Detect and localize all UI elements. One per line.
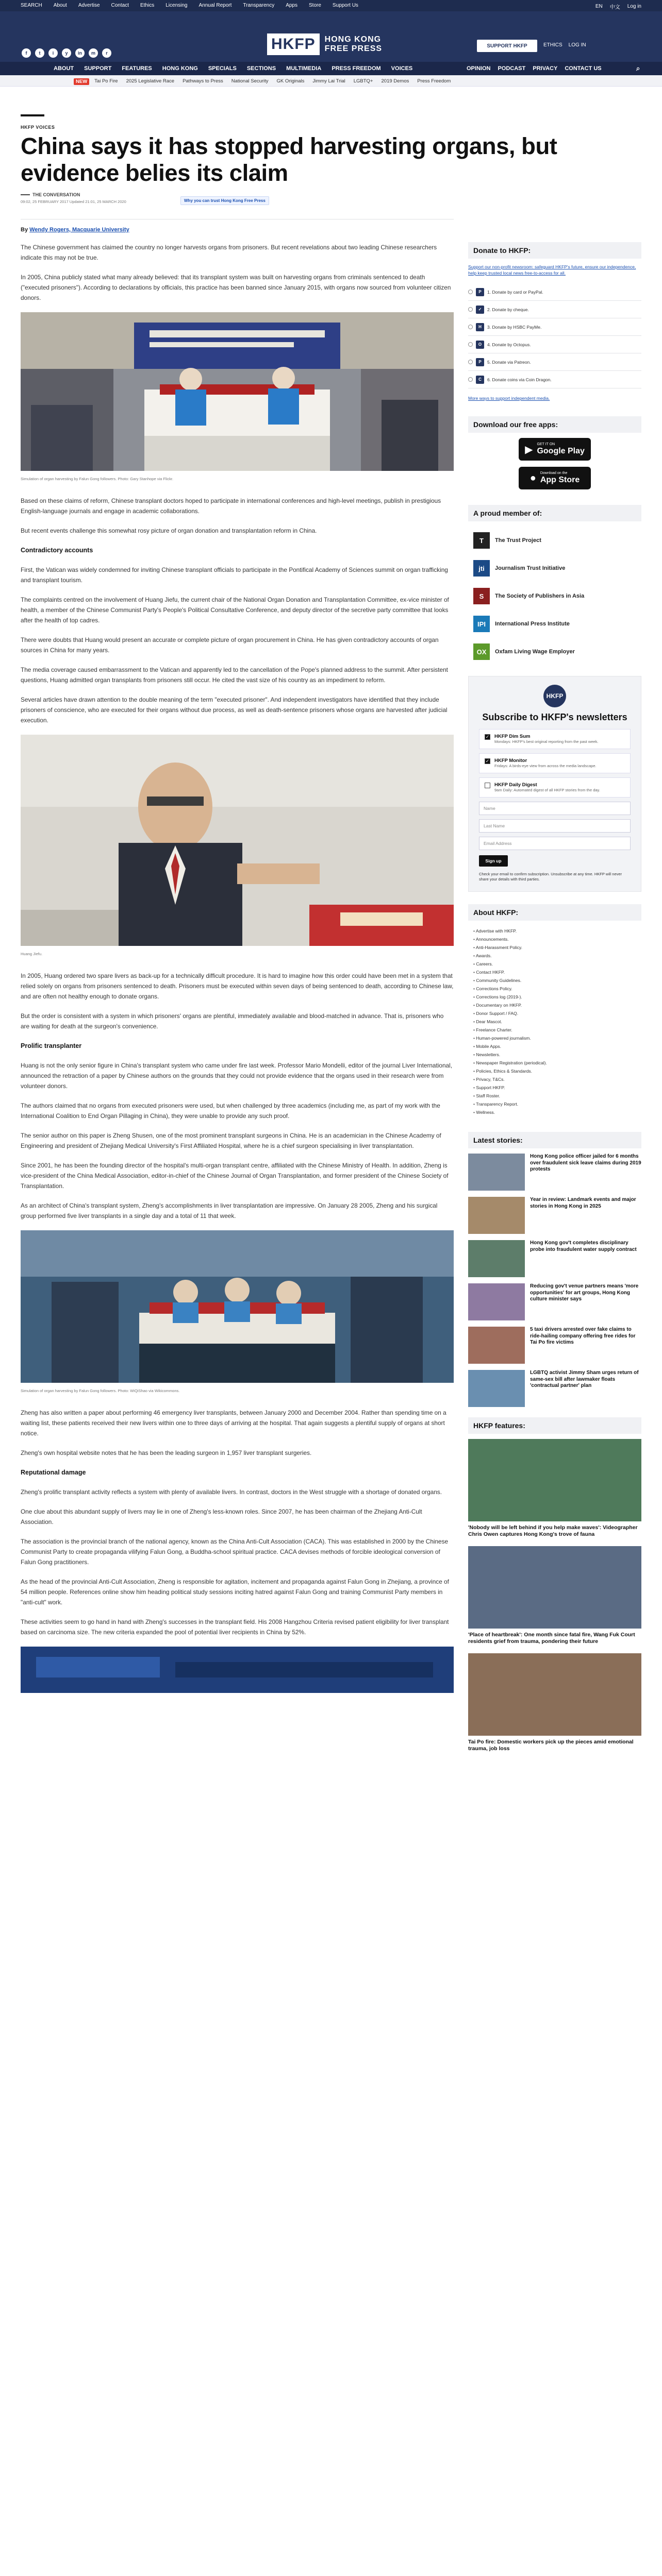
newsletter-signup bbox=[468, 676, 641, 892]
sidebar bbox=[468, 242, 641, 1760]
paragraph: The media coverage caused embarrassment to the Vatican and apparently led to the cancellation of the Pope's planned address to the summit. After persistent questions, Huang admitted organ transplants from prisoners still occur. He cited the vast size of his country as an impediment to reform. bbox=[21, 666, 448, 684]
name-field[interactable]: Name bbox=[479, 802, 631, 815]
article-image-huang[interactable] bbox=[21, 735, 454, 946]
utility-right-link[interactable]: Log in bbox=[627, 4, 641, 9]
app-store-small: Download on the bbox=[540, 471, 568, 475]
trending-item[interactable]: LGBTQ+ bbox=[353, 78, 373, 84]
feature-stories bbox=[468, 1439, 641, 1752]
kicker-rule bbox=[21, 114, 44, 116]
radio-icon[interactable] bbox=[468, 342, 473, 347]
social-icons bbox=[22, 48, 111, 58]
paragraph: Huang is not the only senior figure in China's transplant system who came under fire last week. Professor Mario Mondelli, editor of the journal Liver International, announced the retraction of a paper by Chinese authors on the grounds that they could not provide evidence that the organs used in their research were from volunteer donors. bbox=[21, 1062, 452, 1090]
donate-intro-link[interactable]: Support our non-profit newsroom: safeguard HKFP's future, ensure our independence, help keep trusted local news free-to-access for all. bbox=[468, 264, 636, 276]
social-icon[interactable]: m bbox=[89, 48, 98, 58]
social-icon[interactable]: in bbox=[75, 48, 85, 58]
image-caption: Huang Jiefu. bbox=[21, 952, 43, 956]
donation-option[interactable] bbox=[468, 371, 641, 388]
author-byline bbox=[21, 227, 129, 233]
newsletter-option-title: HKFP Monitor bbox=[494, 758, 527, 764]
author-prefix: By bbox=[21, 227, 28, 233]
google-play-large: Google Play bbox=[537, 447, 585, 455]
app-store-badge[interactable] bbox=[519, 467, 591, 489]
features-heading: HKFP features: bbox=[468, 1417, 641, 1434]
member-mark-icon: T bbox=[473, 532, 490, 549]
utility-link[interactable]: Store bbox=[309, 3, 321, 8]
newsletter-option-title: HKFP Daily Digest bbox=[494, 782, 537, 788]
utility-link[interactable]: Licensing bbox=[166, 3, 188, 8]
story-title[interactable]: Hong Kong gov't completes disciplinary probe into fraudulent water supply contract bbox=[530, 1240, 637, 1252]
newsletter-option[interactable] bbox=[479, 753, 631, 773]
feature-story[interactable] bbox=[468, 1653, 641, 1752]
newsletter-fine-print: Check your email to confirm subscription. Unsubscribe at any time. HKFP will never share your details with third parties. bbox=[479, 872, 622, 882]
about-link[interactable]: • Wellness. bbox=[473, 1108, 636, 1116]
demonstration-photo bbox=[21, 1230, 454, 1383]
about-link[interactable]: • Mobile Apps. bbox=[473, 1042, 636, 1050]
google-play-small: GET IT ON bbox=[537, 443, 555, 446]
nav-item[interactable]: FEATURES bbox=[122, 65, 152, 72]
about-link[interactable]: • Privacy, T&Cs. bbox=[473, 1075, 636, 1083]
nav-item[interactable]: SPECIALS bbox=[208, 65, 237, 72]
trending-item[interactable]: Tai Po Fire bbox=[94, 78, 118, 84]
protest-photo bbox=[21, 312, 454, 471]
donation-option-label: 3. Donate by HSBC PayMe. bbox=[487, 324, 542, 330]
nav-item[interactable]: VOICES bbox=[391, 65, 413, 72]
article-image-demonstration[interactable] bbox=[21, 1230, 454, 1383]
donation-option-label: 5. Donate via Patreon. bbox=[487, 359, 531, 365]
feature-image[interactable] bbox=[468, 1653, 641, 1736]
newsletter-option-desc: Fridays: A birds-eye view from across the media landscape. bbox=[494, 764, 597, 768]
donation-option-label: 1. Donate by card or PayPal. bbox=[487, 289, 543, 295]
utility-link[interactable]: Support Us bbox=[332, 3, 358, 8]
masthead bbox=[0, 11, 662, 62]
radio-icon[interactable] bbox=[468, 307, 473, 312]
about-link[interactable]: • Policies, Ethics & Standards. bbox=[473, 1067, 636, 1075]
feature-title[interactable]: 'Place of heartbreak': One month since fatal fire, Wang Fuk Court residents grief from trauma, pondering their future bbox=[468, 1632, 635, 1645]
member-logos bbox=[468, 527, 641, 666]
paragraph: First, the Vatican was widely condemned for inviting Chinese transplant officials to participate in the Pontifical Academy of Sciences summit on organ trafficking and transplant tourism. bbox=[21, 566, 448, 584]
member-name: International Press Institute bbox=[495, 620, 570, 627]
nav-item[interactable]: OPINION bbox=[467, 65, 491, 72]
section-heading: Contradictory accounts bbox=[21, 547, 93, 554]
about-link[interactable]: • Corrections Policy. bbox=[473, 985, 636, 993]
story-thumbnail[interactable] bbox=[468, 1197, 525, 1234]
paragraph: These activities seem to go hand in hand with Zheng's successes in the transplant field. His 2008 Hangzhou Criteria revised patient eligibility for liver transplant based on carcinoma size. The new criteria expanded the pool of potential liver recipients in China by 52%. bbox=[21, 1618, 449, 1636]
main-nav-items-right bbox=[467, 65, 602, 72]
about-link[interactable]: • Advertise with HKFP. bbox=[473, 927, 636, 935]
radio-icon[interactable] bbox=[468, 360, 473, 364]
member-logo[interactable] bbox=[468, 527, 641, 554]
donation-option[interactable] bbox=[468, 353, 641, 371]
utility-link[interactable]: Annual Report bbox=[198, 3, 232, 8]
donation-option[interactable] bbox=[468, 336, 641, 353]
author-link[interactable]: Wendy Rogers, Macquarie University bbox=[29, 227, 129, 233]
about-link[interactable]: • Newspaper Registration (periodical). bbox=[473, 1059, 636, 1067]
payment-icon: C bbox=[476, 376, 484, 384]
about-link[interactable]: • Contact HKFP. bbox=[473, 968, 636, 976]
trending-item[interactable]: Jimmy Lai Trial bbox=[312, 78, 345, 84]
story-thumbnail[interactable] bbox=[468, 1154, 525, 1191]
nav-item[interactable]: PODCAST bbox=[498, 65, 526, 72]
radio-icon[interactable] bbox=[468, 325, 473, 329]
trending-items bbox=[74, 78, 451, 85]
paragraph: There were doubts that Huang would present an accurate or complete picture of organ procurement in China. He has given contradictory accounts of organ sources in China for many years. bbox=[21, 636, 439, 654]
dateline: 09:02, 25 FEBRUARY 2017 Updated 21:01, 25 MARCH 2020 bbox=[21, 199, 126, 204]
utility-link[interactable]: Apps bbox=[286, 3, 297, 8]
nav-item[interactable]: MULTIMEDIA bbox=[286, 65, 322, 72]
about-links bbox=[468, 926, 641, 1122]
utility-links bbox=[21, 3, 358, 8]
email-field[interactable]: Email Address bbox=[479, 837, 631, 850]
trending-item[interactable]: National Security bbox=[231, 78, 269, 84]
donation-options bbox=[468, 283, 641, 388]
feature-story[interactable] bbox=[468, 1546, 641, 1645]
about-link[interactable]: • Transparency Report. bbox=[473, 1100, 636, 1108]
payment-icon: H bbox=[476, 323, 484, 331]
latest-story[interactable] bbox=[468, 1197, 641, 1234]
latest-story[interactable] bbox=[468, 1370, 641, 1407]
story-thumbnail[interactable] bbox=[468, 1283, 525, 1320]
donate-heading: Donate to HKFP: bbox=[468, 242, 641, 259]
latest-story[interactable] bbox=[468, 1154, 641, 1191]
utility-link[interactable]: Contact bbox=[111, 3, 129, 8]
banner-photo bbox=[21, 1647, 454, 1693]
story-thumbnail[interactable] bbox=[468, 1240, 525, 1277]
social-icon[interactable]: y bbox=[62, 48, 71, 58]
paragraph: As an architect of China's transplant system, Zheng's accomplishments in liver transplantation are impressive. On January 28 2005, Zheng and his surgical group performed five liver transplants in a single day and a total of 11 that week. bbox=[21, 1202, 438, 1219]
section-heading: Reputational damage bbox=[21, 1469, 86, 1476]
trending-item[interactable]: 2019 Demos bbox=[381, 78, 409, 84]
image-caption: Simulation of organ harvesting by Falun Gong followers. Photo: Gary Stanhope via Flickr. bbox=[21, 477, 173, 481]
newsletter-option-desc: Mondays: HKFP's best original reporting from the past week. bbox=[494, 739, 599, 744]
payment-icon: ✓ bbox=[476, 306, 484, 314]
paragraph: The association is the provincial branch of the national agency, known as the China Anti-Cult Association (CACA). This was established in 2000 by the Chinese Communist Party to create propaganda vilifying Falun Gong, a Buddha-school spiritual practice. CACA devises methods of forcible ideological conversion of Falun Gong practitioners. bbox=[21, 1538, 449, 1566]
feature-story[interactable] bbox=[468, 1439, 641, 1538]
article-body bbox=[21, 242, 454, 1696]
story-title[interactable]: 5 taxi drivers arrested over fake claims to ride-hailing company offering free rides for Tai Po fire victims bbox=[530, 1327, 636, 1345]
latest-story[interactable] bbox=[468, 1283, 641, 1320]
newsletter-option-text bbox=[494, 758, 597, 769]
about-link[interactable]: • Awards. bbox=[473, 952, 636, 960]
about-link[interactable]: • Donor Support / FAQ. bbox=[473, 1009, 636, 1018]
member-name: The Society of Publishers in Asia bbox=[495, 592, 585, 599]
donation-option[interactable] bbox=[468, 283, 641, 301]
story-thumbnail[interactable] bbox=[468, 1370, 525, 1407]
sign-up-button[interactable]: Sign up bbox=[479, 855, 508, 867]
newsletter-option-title: HKFP Dim Sum bbox=[494, 734, 531, 739]
story-thumbnail[interactable] bbox=[468, 1327, 525, 1364]
app-store-large: App Store bbox=[540, 476, 580, 484]
paragraph: The complaints centred on the involvement of Huang Jiefu, the current chair of the National Organ Donation and Transplantation Committee, ex-vice minister of health, a member of the Chinese Communist Party's People's Political Consultative Conference, and deputy director of the secretive party committee that looks after the health of top cadres. bbox=[21, 596, 449, 624]
newsletter-option[interactable] bbox=[479, 729, 631, 749]
feature-image[interactable] bbox=[468, 1546, 641, 1629]
section-kicker[interactable]: HKFP VOICES bbox=[21, 125, 55, 130]
trending-item[interactable]: 2025 Legislative Race bbox=[126, 78, 175, 84]
member-name: Oxfam Living Wage Employer bbox=[495, 648, 575, 655]
radio-icon[interactable] bbox=[468, 290, 473, 294]
google-play-text bbox=[537, 443, 584, 456]
more-ways-link[interactable]: More ways to support independent media. bbox=[468, 396, 550, 401]
nav-item[interactable]: PRIVACY bbox=[533, 65, 558, 72]
paragraph: In 2005, Huang ordered two spare livers as back-up for a technically difficult procedure. It is hard to imagine how this order could have been met in a system that relied solely on organs from prisoners sentenced to death. Prisoners must be executed within seven days of being sentenced to death, according to Chinese law, and are often not healthy enough to donate organs. bbox=[21, 972, 454, 1000]
paragraph: As the head of the provincial Anti-Cult Association, Zheng is responsible for agitation, incitement and propaganda against Falun Gong in Zhejiang, a province of 54 million people. References online show him heading political study sessions inciting hatred against Falun Gong and training Communist Party members in "anti-cult" work. bbox=[21, 1578, 449, 1606]
social-icon[interactable]: f bbox=[22, 48, 31, 58]
paragraph: In 2005, China publicly stated what many already believed: that its transplant system was built on harvesting organs from criminals sentenced to death ("executed prisoners"). According to declarations by officials, this practice has been banned since January 2015, with organs now sourced from volunteer citizen donors. bbox=[21, 274, 451, 301]
latest-story[interactable] bbox=[468, 1327, 641, 1364]
latest-story[interactable] bbox=[468, 1240, 641, 1277]
about-link[interactable]: • Documentary on HKFP. bbox=[473, 1001, 636, 1009]
nav-item[interactable]: PRESS FREEDOM bbox=[332, 65, 381, 72]
member-mark-icon: S bbox=[473, 588, 490, 604]
utility-right-link[interactable]: 中文 bbox=[609, 5, 620, 10]
nav-item[interactable]: ABOUT bbox=[54, 65, 74, 72]
social-icon[interactable]: i bbox=[48, 48, 58, 58]
nav-item[interactable]: HONG KONG bbox=[162, 65, 198, 72]
logo-line-1: HONG KONG bbox=[324, 35, 382, 44]
story-title[interactable]: Year in review: Landmark events and major stories in Hong Kong in 2025 bbox=[530, 1197, 636, 1209]
ethics-link[interactable]: ETHICS bbox=[543, 42, 562, 48]
paragraph: Based on these claims of reform, Chinese transplant doctors hoped to participate in international conferences and high-level meetings, publish in prestigious English-language journals and engage in academic collaborations. bbox=[21, 497, 441, 515]
about-link[interactable]: • Anti-Harassment Policy. bbox=[473, 943, 636, 952]
checkbox[interactable]: ✓ bbox=[485, 734, 490, 739]
story-title[interactable]: Hong Kong police officer jailed for 6 months over fraudulent sick leave claims during 2019 protests bbox=[530, 1154, 641, 1172]
about-link[interactable]: • Freelance Charter. bbox=[473, 1026, 636, 1034]
member-logo[interactable] bbox=[468, 638, 641, 666]
member-mark-icon: jti bbox=[473, 560, 490, 577]
utility-bar bbox=[0, 0, 662, 11]
about-link[interactable]: • Dear Mascot. bbox=[473, 1018, 636, 1026]
feature-image[interactable] bbox=[468, 1439, 641, 1521]
utility-link[interactable]: About bbox=[53, 3, 67, 8]
logo-line-2: FREE PRESS bbox=[324, 44, 383, 53]
article-image-banner[interactable] bbox=[21, 1647, 454, 1693]
article-headline: China says it has stopped harvesting organs, but evidence belies its claim bbox=[21, 133, 557, 186]
story-title[interactable]: Reducing gov't venue partners means 'more opportunities' for art groups, Hong Kong culture minister says bbox=[530, 1283, 639, 1302]
last-name-field[interactable]: Last Name bbox=[479, 819, 631, 833]
apps-heading: Download our free apps: bbox=[468, 416, 641, 433]
source-dash bbox=[21, 194, 30, 195]
member-logo[interactable] bbox=[468, 610, 641, 638]
google-play-badge[interactable] bbox=[519, 438, 591, 461]
app-store-text bbox=[540, 471, 580, 485]
search-icon[interactable]: ⌕ bbox=[636, 64, 640, 72]
paragraph: The authors claimed that no organs from executed prisoners were used, but when challenged by three academics (including me, as part of my work with the International Coalition to End Organ Pillaging in China), they were unable to provide any such proof. bbox=[21, 1102, 440, 1120]
story-title[interactable]: LGBTQ activist Jimmy Sham urges return of same-sex bill after lawmaker floats 'contractual partner' plan bbox=[530, 1370, 639, 1388]
image-caption: Simulation of organ harvesting by Falun Gong followers. Photo: WiQiShao via Wikicommons. bbox=[21, 1388, 180, 1393]
member-name: Journalism Trust Initiative bbox=[495, 565, 566, 571]
payment-icon: P bbox=[476, 358, 484, 366]
donation-option[interactable] bbox=[468, 301, 641, 318]
donation-option[interactable] bbox=[468, 318, 641, 336]
paragraph: Zheng has also written a paper about performing 46 emergency liver transplants, between January 2000 and December 2004. Rather than spending time on a waiting list, these patients received their new livers within one to three days of arriving at the hospital. That again suggests a plentiful supply of organs at short notice. bbox=[21, 1409, 446, 1437]
latest-heading: Latest stories: bbox=[468, 1132, 641, 1148]
social-icon[interactable]: t bbox=[35, 48, 44, 58]
masthead-links bbox=[543, 42, 586, 48]
newsletter-option-text bbox=[494, 734, 599, 744]
nav-item[interactable]: CONTACT US bbox=[565, 65, 602, 72]
paragraph: The Chinese government has claimed the country no longer harvests organs from prisoners. But recent revelations about two leading Chinese researchers indicate this may not be true. bbox=[21, 244, 437, 261]
checkbox[interactable]: ✓ bbox=[485, 758, 490, 764]
site-logo[interactable] bbox=[267, 30, 382, 59]
trending-item[interactable]: GK Originals bbox=[276, 78, 305, 84]
paragraph: Since 2001, he has been the founding director of the hospital's multi-organ transplant centre, affiliated with the Chinese Ministry of Health. In addition, Zheng is vice-president of the China Medical Association, editor-in-chief of the Chinese Journal of Organ Transplantation, and former president of the Chinese Society of Transplantation. bbox=[21, 1162, 449, 1190]
login-link[interactable]: LOG IN bbox=[568, 42, 586, 48]
donation-option-label: 6. Donate coins via Coin Dragon. bbox=[487, 377, 552, 382]
radio-icon[interactable] bbox=[468, 377, 473, 382]
logo-mark: HKFP bbox=[267, 33, 320, 55]
main-nav bbox=[0, 62, 662, 75]
about-link[interactable]: • Corrections log (2019-). bbox=[473, 993, 636, 1001]
nav-item[interactable]: SUPPORT bbox=[84, 65, 112, 72]
newsletter-option-desc: 9am Daily: Automated digest of all HKFP stories from the day. bbox=[494, 788, 600, 792]
member-mark-icon: OX bbox=[473, 643, 490, 660]
utility-link[interactable]: Transparency bbox=[243, 3, 275, 8]
paragraph: Zheng's own hospital website notes that he has been the leading surgeon in 1,957 liver transplant surgeries. bbox=[21, 1449, 312, 1456]
member-name: The Trust Project bbox=[495, 537, 541, 544]
newsletter-options bbox=[479, 729, 631, 798]
utility-link[interactable]: Ethics bbox=[140, 3, 155, 8]
utility-link[interactable]: Advertise bbox=[78, 3, 100, 8]
trending-item[interactable]: Pathways to Press bbox=[183, 78, 223, 84]
logo-wordmark bbox=[325, 35, 382, 54]
paragraph: But the order is consistent with a system in which prisoners' organs are plentiful, immediately available and blood-matched in advance. That is, prisoners who are waiting for death at the surgeon's convenience. bbox=[21, 1012, 444, 1030]
payment-icon: O bbox=[476, 341, 484, 349]
about-link[interactable]: • Newsletters. bbox=[473, 1050, 636, 1059]
newsletter-option-text bbox=[494, 782, 600, 793]
about-link[interactable]: • Careers. bbox=[473, 960, 636, 968]
about-link[interactable]: • Support HKFP. bbox=[473, 1083, 636, 1092]
trust-link[interactable]: Why you can trust Hong Kong Free Press bbox=[180, 196, 269, 205]
trending-item[interactable]: Press Freedom bbox=[417, 78, 451, 84]
support-hkfp-button[interactable]: SUPPORT HKFP bbox=[477, 40, 537, 52]
newsletter-title: Subscribe to HKFP's newsletters bbox=[482, 712, 627, 722]
member-logo[interactable] bbox=[468, 554, 641, 582]
paragraph: But recent events challenge this somewhat rosy picture of organ donation and transplantation reform in China. bbox=[21, 527, 317, 534]
paragraph: The senior author on this paper is Zheng Shusen, one of the most prominent transplant surgeons in China. He is an academician in the Chinese Academy of Engineering and president of Zhejiang Medical University's First Affiliated Hospital, where he is a chief surgeon specialising in liver transplantation. bbox=[21, 1132, 441, 1149]
payment-icon: P bbox=[476, 288, 484, 296]
portrait-photo bbox=[21, 735, 454, 946]
section-heading: Prolific transplanter bbox=[21, 1042, 82, 1049]
play-icon: ▶ bbox=[525, 444, 533, 455]
member-heading: A proud member of: bbox=[468, 505, 641, 521]
social-icon[interactable]: r bbox=[102, 48, 111, 58]
checkbox[interactable] bbox=[485, 783, 490, 788]
donation-option-label: 4. Donate by Octopus. bbox=[487, 342, 531, 347]
feature-title[interactable]: Tai Po fire: Domestic workers pick up the pieces amid emotional trauma, job loss bbox=[468, 1739, 634, 1752]
paragraph: Zheng's prolific transplant activity reflects a system with plenty of available livers. In contrast, doctors in the West struggle with a shortage of donated organs. bbox=[21, 1488, 442, 1496]
newsletter-option[interactable] bbox=[479, 777, 631, 798]
about-link[interactable]: • Announcements. bbox=[473, 935, 636, 943]
newsletter-logo: HKFP bbox=[543, 685, 566, 707]
member-mark-icon: IPI bbox=[473, 616, 490, 632]
donate-intro bbox=[468, 264, 641, 276]
trending-bar bbox=[0, 75, 662, 87]
source-label bbox=[21, 192, 80, 197]
utility-link[interactable]: SEARCH bbox=[21, 3, 42, 8]
utility-right-link[interactable]: EN bbox=[595, 4, 603, 9]
paragraph: One clue about this abundant supply of livers may lie in one of Zheng's less-known roles. Since 2007, he has been chairman of the Zhejiang Anti-Cult Association. bbox=[21, 1508, 422, 1526]
about-link[interactable]: • Community Guidelines. bbox=[473, 976, 636, 985]
utility-right-links bbox=[595, 3, 641, 10]
latest-stories bbox=[468, 1154, 641, 1407]
feature-title[interactable]: 'Nobody will be left behind if you help make waves': Videographer Chris Owen captures Hong Kong's trove of fauna bbox=[468, 1524, 638, 1537]
about-link[interactable]: • Human-powered journalism. bbox=[473, 1034, 636, 1042]
about-link[interactable]: • Staff Roster. bbox=[473, 1092, 636, 1100]
apple-icon: ● bbox=[529, 472, 536, 484]
nav-item[interactable]: SECTIONS bbox=[246, 65, 276, 72]
paragraph: Several articles have drawn attention to the double meaning of the term "executed prisoner". And independent investigators have identified that they include prisoners of conscience, who are executed for their organs without due process, as well as death-sentence prisoners whose organs are harvested after judicial execution. bbox=[21, 696, 448, 724]
new-badge: NEW bbox=[74, 78, 89, 85]
article-image-simulation[interactable] bbox=[21, 312, 454, 471]
member-logo[interactable] bbox=[468, 582, 641, 610]
about-heading: About HKFP: bbox=[468, 904, 641, 921]
source-name: THE CONVERSATION bbox=[32, 192, 80, 197]
donation-option-label: 2. Donate by cheque. bbox=[487, 307, 529, 312]
main-nav-items bbox=[54, 65, 412, 72]
